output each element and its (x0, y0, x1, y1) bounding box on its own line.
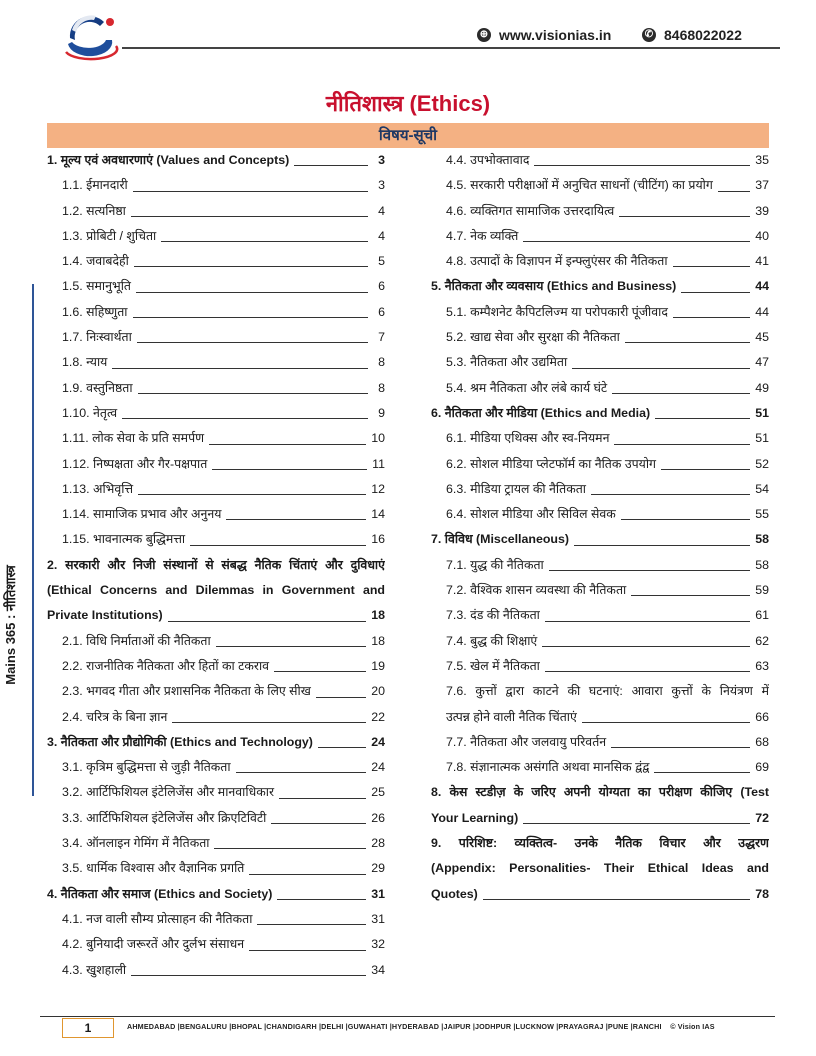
toc-section-entry[interactable] (431, 249, 769, 274)
toc-chapter-entry[interactable] (47, 882, 385, 907)
toc-section-entry[interactable] (431, 173, 769, 198)
toc-page-number: 12 (371, 481, 385, 496)
toc-page-number: 78 (755, 886, 769, 901)
toc-entry-wrapped[interactable]: 8. केस स्टडीज़ के जरिए अपनी योग्यता का परीक्षण कीजिए (Test (431, 785, 769, 800)
document-title: नीतिशास्त्र (Ethics) (325, 91, 491, 116)
toc-entry-title: 3.2. आर्टिफिशियल इंटेलिजेंस और मानवाधिकार (62, 785, 275, 800)
toc-entry-title: 1.11. लोक सेवा के प्रति समर्पण (62, 431, 205, 446)
toc-page-number: 19 (371, 658, 385, 673)
toc-entry-title: 6.4. सोशल मीडिया और सिविल सेवक (446, 507, 616, 522)
toc-leader-line (131, 975, 366, 976)
toc-leader-line (619, 216, 750, 217)
toc-entry-title: 7.8. संज्ञानात्मक असंगति अथवा मानसिक द्वंद्व (446, 760, 650, 775)
toc-leader-line (274, 671, 366, 672)
toc-leader-line (236, 772, 367, 773)
toc-entry-title: 5.3. नैतिकता और उद्यमिता (446, 355, 568, 370)
toc-entry-wrapped[interactable]: 9. परिशिष्ट: व्यक्तित्व- उनके नैतिक विचार और उद्धरण (431, 836, 769, 851)
toc-entry-wrapped[interactable]: 2. सरकारी और निजी संस्थानों से संबद्ध नैतिक चिंताएं और दुविधाएं (47, 557, 385, 572)
toc-chapter-entry[interactable] (431, 806, 769, 831)
toc-chapter-entry[interactable] (431, 401, 769, 426)
toc-section-entry[interactable] (47, 274, 385, 299)
toc-section-entry[interactable] (431, 224, 769, 249)
toc-entry-title: 7. विविध (Miscellaneous) (431, 532, 569, 547)
toc-entry-title: 5. नैतिकता और व्यवसाय (Ethics and Business) (431, 279, 677, 294)
toc-leader-line (545, 671, 750, 672)
toc-leader-line (212, 469, 367, 470)
toc-entry-wrapped[interactable]: (Appendix: Personalities- Their Ethical Ideas and (431, 861, 769, 876)
toc-page-number: 61 (755, 608, 769, 623)
toc-leader-line (137, 342, 368, 343)
vision-ias-logo (60, 10, 120, 62)
website-text[interactable]: www.visionias.in (499, 27, 612, 43)
toc-leader-line (138, 393, 368, 394)
toc-entry-title: 1.15. भावनात्मक बुद्धिमत्ता (62, 532, 186, 547)
toc-leader-line (542, 646, 750, 647)
toc-section-entry[interactable] (47, 629, 385, 654)
toc-section-entry[interactable] (431, 376, 769, 401)
toc-page-number: 6 (378, 304, 385, 319)
toc-entry-title: 7.2. वैश्विक शासन व्यवस्था की नैतिकता (446, 583, 627, 598)
toc-leader-line (216, 646, 367, 647)
toc-leader-line (654, 772, 750, 773)
toc-page-number: 24 (371, 760, 385, 775)
header-divider (122, 47, 780, 49)
toc-leader-line (591, 494, 750, 495)
toc-entry-title: 2.2. राजनीतिक नैतिकता और हितों का टकराव (62, 658, 270, 673)
toc-entry-title: 3.1. कृत्रिम बुद्धिमत्ता से जुड़ी नैतिकता (62, 760, 231, 775)
toc-section-entry[interactable] (431, 452, 769, 477)
toc-page-number: 68 (755, 734, 769, 749)
toc-page-number: 44 (755, 304, 769, 319)
toc-leader-line (168, 621, 367, 622)
toc-section-entry[interactable] (431, 426, 769, 451)
toc-leader-line (226, 519, 366, 520)
toc-section-entry[interactable] (47, 679, 385, 704)
toc-page-number: 3 (378, 153, 385, 167)
toc-leader-line (681, 292, 750, 293)
toc-page-number: 18 (371, 608, 385, 623)
toc-page-number: 34 (371, 962, 385, 977)
toc-page-number: 59 (755, 583, 769, 598)
toc-entry-title: 5.4. श्रम नैतिकता और लंबे कार्य घंटे (446, 380, 608, 395)
toc-entry-title: 5.1. कम्पैशनेट कैपिटलिज्म या परोपकारी पूंजीवाद (446, 304, 668, 319)
toc-leader-line (190, 545, 366, 546)
toc-entry-title: 1. मूल्य एवं अवधारणाएं (Values and Concepts) (47, 153, 290, 167)
toc-leader-line (172, 722, 366, 723)
toc-leader-line (612, 393, 750, 394)
toc-page-number: 25 (371, 785, 385, 800)
toc-entry-title: 6. नैतिकता और मीडिया (Ethics and Media) (431, 405, 651, 420)
toc-leader-line (134, 266, 368, 267)
toc-leader-line (131, 216, 368, 217)
footer-cities (127, 1022, 715, 1031)
toc-leader-line (112, 368, 368, 369)
toc-leader-line (545, 621, 750, 622)
toc-page-number: 20 (371, 684, 385, 699)
footer-divider (40, 1016, 775, 1017)
toc-section-entry[interactable] (431, 350, 769, 375)
toc-entry-title: 1.12. निष्पक्षता और गैर-पक्षपात (62, 456, 208, 471)
toc-page-number: 28 (371, 836, 385, 851)
toc-entry-title: 7.4. बुद्ध की शिक्षाएं (446, 633, 538, 648)
toc-leader-line (483, 899, 750, 900)
toc-page-number: 47 (755, 355, 769, 370)
toc-leader-line (136, 292, 368, 293)
toc-page-number: 18 (371, 633, 385, 648)
toc-section-entry[interactable] (47, 907, 385, 932)
toc-section-entry[interactable] (47, 249, 385, 274)
toc-entry-title: 4.5. सरकारी परीक्षाओं में अनुचित साधनों (चीटिंग) का प्रयोग (446, 178, 713, 193)
toc-leader-line (138, 494, 366, 495)
toc-leader-line (673, 266, 751, 267)
toc-section-entry[interactable] (47, 401, 385, 426)
toc-section-entry[interactable] (47, 199, 385, 224)
toc-entry-title: 2.3. भगवद गीता और प्रशासनिक नैतिकता के लिए सीख (62, 684, 311, 699)
toc-leader-line (316, 697, 366, 698)
toc-leader-line (277, 899, 366, 900)
toc-leader-line (621, 519, 750, 520)
toc-page-number: 52 (755, 456, 769, 471)
toc-entry-title: 1.13. अभिवृत्ति (62, 481, 134, 496)
toc-leader-line (257, 924, 366, 925)
toc-page-number: 6 (378, 279, 385, 294)
cities-list: AHMEDABAD |BENGALURU |BHOPAL |CHANDIGARH |DELHI |GUWAHATI |HYDERABAD |JAIPUR |JODHPUR |LUCKNOW |PRAYAGRAJ |PUNE |RANCHI (127, 1022, 662, 1031)
toc-entry-title: 1.7. निःस्वार्थता (62, 330, 132, 345)
toc-page-number: 40 (755, 228, 769, 243)
toc-entry-wrapped[interactable]: (Ethical Concerns and Dilemmas in Government and (47, 583, 385, 598)
toc-page-number: 32 (371, 937, 385, 952)
toc-entry-title: 4. नैतिकता और समाज (Ethics and Society) (47, 886, 273, 901)
toc-chapter-entry[interactable] (431, 882, 769, 907)
phone-icon: ✆ (642, 28, 656, 42)
toc-page-number: 44 (755, 279, 769, 294)
toc-entry-title: 1.10. नेतृत्व (62, 405, 118, 420)
toc-entry-title: 7.3. दंड की नैतिकता (446, 608, 540, 623)
toc-section-entry[interactable] (431, 477, 769, 502)
toc-page-number: 8 (378, 380, 385, 395)
toc-entry-title: 4.4. उपभोक्तावाद (446, 153, 530, 167)
toc-entry-title: 2.4. चरित्र के बिना ज्ञान (62, 709, 168, 724)
copyright: © Vision IAS (670, 1022, 715, 1031)
toc-leader-line (655, 418, 750, 419)
toc-page-number: 5 (378, 254, 385, 269)
toc-section-entry[interactable] (47, 426, 385, 451)
toc-heading: विषय-सूची (47, 123, 769, 148)
toc-leader-line (661, 469, 750, 470)
toc-entry-title: 6.1. मीडिया एथिक्स और स्व-नियमन (446, 431, 610, 446)
toc-leader-line (249, 950, 366, 951)
toc-chapter-entry[interactable] (431, 274, 769, 299)
toc-page-number: 35 (755, 153, 769, 167)
toc-leader-line (718, 191, 750, 192)
toc-page-number: 63 (755, 658, 769, 673)
toc-page-number: 69 (755, 760, 769, 775)
toc-section-entry[interactable] (47, 654, 385, 679)
toc-page-number: 72 (755, 810, 769, 825)
toc-leader-line (625, 342, 750, 343)
toc-page-number: 58 (755, 557, 769, 572)
toc-entry-title: 1.4. जवाबदेही (62, 254, 129, 269)
toc-section-entry[interactable] (47, 350, 385, 375)
toc-entry-title: Your Learning) (431, 810, 519, 825)
toc-entry-title: 1.2. सत्यनिष्ठा (62, 203, 126, 218)
toc-page-number: 4 (378, 203, 385, 218)
toc-leader-line (673, 317, 750, 318)
toc-section-entry[interactable] (47, 300, 385, 325)
toc-page-number: 31 (371, 911, 385, 926)
toc-section-entry[interactable] (47, 477, 385, 502)
toc-leader-line (122, 418, 368, 419)
toc-leader-line (523, 823, 750, 824)
toc-chapter-entry[interactable] (47, 148, 385, 173)
toc-entry-title: 4.8. उत्पादों के विज्ञापन में इन्फ्लुएंसर की नैतिकता (446, 254, 668, 269)
toc-leader-line (249, 874, 366, 875)
phone-contact[interactable] (642, 26, 742, 44)
toc-section-entry[interactable] (431, 578, 769, 603)
toc-leader-line (209, 444, 366, 445)
toc-section-entry[interactable] (431, 705, 769, 730)
toc-entry-title: 4.1. नज वाली सौम्य प्रोत्साहन की नैतिकता (62, 911, 253, 926)
toc-page-number: 10 (371, 431, 385, 446)
toc-entry-title: 1.1. ईमानदारी (62, 178, 128, 193)
toc-entry-title: 7.1. युद्ध की नैतिकता (446, 557, 544, 572)
toc-section-entry[interactable] (431, 199, 769, 224)
side-label: Mains 365 : नीतिशास्त्र (3, 565, 18, 685)
toc-section-entry[interactable] (47, 831, 385, 856)
toc-section-entry[interactable] (47, 780, 385, 805)
toc-entry-title: 1.6. सहिष्णुता (62, 304, 128, 319)
toc-entry-title: 4.7. नेक व्यक्ति (446, 228, 519, 243)
toc-page-number: 66 (755, 709, 769, 724)
toc-chapter-entry[interactable] (431, 527, 769, 552)
toc-entry-title: Private Institutions) (47, 608, 163, 623)
toc-section-entry[interactable] (431, 654, 769, 679)
toc-leader-line (614, 444, 750, 445)
toc-page-number: 55 (755, 507, 769, 522)
toc-section-entry[interactable] (47, 705, 385, 730)
toc-page-number: 3 (378, 178, 385, 193)
phone-text[interactable]: 8468022022 (664, 27, 742, 43)
toc-entry-title: 6.2. सोशल मीडिया प्लेटफॉर्म का नैतिक उपयोग (446, 456, 657, 471)
toc-leader-line (318, 747, 366, 748)
toc-page-number: 26 (371, 810, 385, 825)
side-divider (32, 284, 34, 796)
toc-leader-line (534, 165, 750, 166)
toc-entry-title: 1.5. समानुभूति (62, 279, 131, 294)
page-number: 1 (62, 1018, 114, 1038)
toc-entry-title: 3.4. ऑनलाइन गेमिंग में नैतिकता (62, 836, 210, 851)
toc-page-number: 58 (755, 532, 769, 547)
toc-page-number: 37 (755, 178, 769, 193)
toc-section-entry[interactable] (47, 325, 385, 350)
toc-entry-title: 2.1. विधि निर्माताओं की नैतिकता (62, 633, 211, 648)
toc-entry-title: Quotes) (431, 886, 478, 901)
toc-entry-title: 4.2. बुनियादी जरूरतें और दुर्लभ संसाधन (62, 937, 245, 952)
toc-leader-line (133, 317, 369, 318)
toc-right-column (431, 148, 769, 907)
toc-section-entry[interactable] (47, 806, 385, 831)
toc-section-entry[interactable] (47, 932, 385, 957)
toc-entry-title: 5.2. खाद्य सेवा और सुरक्षा की नैतिकता (446, 330, 620, 345)
toc-leader-line (582, 722, 750, 723)
website-contact[interactable] (477, 26, 611, 44)
toc-leader-line (631, 595, 750, 596)
toc-page-number: 7 (378, 330, 385, 345)
toc-page-number: 11 (372, 456, 385, 471)
toc-leader-line (279, 798, 366, 799)
toc-page-number: 16 (371, 532, 385, 547)
toc-entry-title: 3.3. आर्टिफिशियल इंटेलिजेंस और क्रिएटिविटी (62, 810, 267, 825)
toc-entry-wrapped[interactable]: 7.6. कुत्तों द्वारा काटने की घटनाएं: आवारा कुत्तों के नियंत्रण में (446, 684, 769, 699)
toc-section-entry[interactable] (431, 603, 769, 628)
toc-page-number: 9 (378, 405, 385, 420)
toc-page-number: 62 (755, 633, 769, 648)
toc-leader-line (161, 241, 368, 242)
toc-page-number: 31 (371, 886, 385, 901)
toc-entry-title: 1.14. सामाजिक प्रभाव और अनुनय (62, 507, 222, 522)
toc-section-entry[interactable] (431, 730, 769, 755)
toc-page-number: 51 (755, 431, 769, 446)
toc-section-entry[interactable] (47, 527, 385, 552)
toc-section-entry[interactable] (431, 300, 769, 325)
globe-icon: ⊕ (477, 28, 491, 42)
toc-leader-line (574, 545, 750, 546)
toc-page-number: 54 (755, 481, 769, 496)
toc-page-number: 24 (371, 734, 385, 749)
toc-section-entry[interactable] (431, 629, 769, 654)
toc-entry-title: 7.5. खेल में नैतिकता (446, 658, 540, 673)
toc-section-entry[interactable] (47, 856, 385, 881)
toc-page-number: 14 (371, 507, 385, 522)
toc-section-entry[interactable] (431, 755, 769, 780)
toc-entry-title: 1.9. वस्तुनिष्ठता (62, 380, 133, 395)
toc-section-entry[interactable] (47, 224, 385, 249)
toc-leader-line (523, 241, 750, 242)
toc-chapter-entry[interactable] (47, 603, 385, 628)
toc-section-entry[interactable] (47, 502, 385, 527)
toc-section-entry[interactable] (47, 452, 385, 477)
toc-entry-title: उत्पन्न होने वाली नैतिक चिंताएं (446, 709, 577, 724)
toc-leader-line (294, 165, 368, 166)
toc-entry-title: 1.3. प्रोबिटी / शुचिता (62, 228, 157, 243)
toc-section-entry[interactable] (47, 173, 385, 198)
toc-page-number: 41 (755, 254, 769, 269)
toc-section-entry[interactable] (431, 553, 769, 578)
toc-entry-title: 3.5. धार्मिक विश्वास और वैज्ञानिक प्रगति (62, 861, 245, 876)
toc-page-number: 39 (755, 203, 769, 218)
toc-entry-title: 6.3. मीडिया ट्रायल की नैतिकता (446, 481, 586, 496)
toc-entry-title: 4.3. खुशहाली (62, 962, 127, 977)
toc-leader-line (572, 368, 750, 369)
toc-chapter-entry[interactable] (47, 730, 385, 755)
toc-section-entry[interactable] (47, 755, 385, 780)
toc-section-entry[interactable] (431, 148, 769, 173)
toc-section-entry[interactable] (47, 376, 385, 401)
toc-entry-title: 4.6. व्यक्तिगत सामाजिक उत्तरदायित्व (446, 203, 615, 218)
toc-leader-line (214, 848, 366, 849)
toc-leader-line (611, 747, 750, 748)
toc-page-number: 4 (378, 228, 385, 243)
toc-leader-line (271, 823, 366, 824)
toc-section-entry[interactable] (431, 502, 769, 527)
toc-page-number: 29 (371, 861, 385, 876)
toc-page-number: 51 (755, 405, 769, 420)
toc-page-number: 45 (755, 330, 769, 345)
toc-page-number: 8 (378, 355, 385, 370)
toc-leader-line (133, 191, 368, 192)
toc-page-number: 22 (371, 709, 385, 724)
toc-page-number: 49 (755, 380, 769, 395)
toc-section-entry[interactable] (47, 958, 385, 983)
toc-section-entry[interactable] (431, 325, 769, 350)
toc-entry-title: 3. नैतिकता और प्रौद्योगिकी (Ethics and Technology) (47, 734, 313, 749)
toc-entry-title: 1.8. न्याय (62, 355, 108, 370)
toc-entry-title: 7.7. नैतिकता और जलवायु परिवर्तन (446, 734, 607, 749)
toc-leader-line (549, 570, 750, 571)
toc-left-column (47, 148, 385, 983)
